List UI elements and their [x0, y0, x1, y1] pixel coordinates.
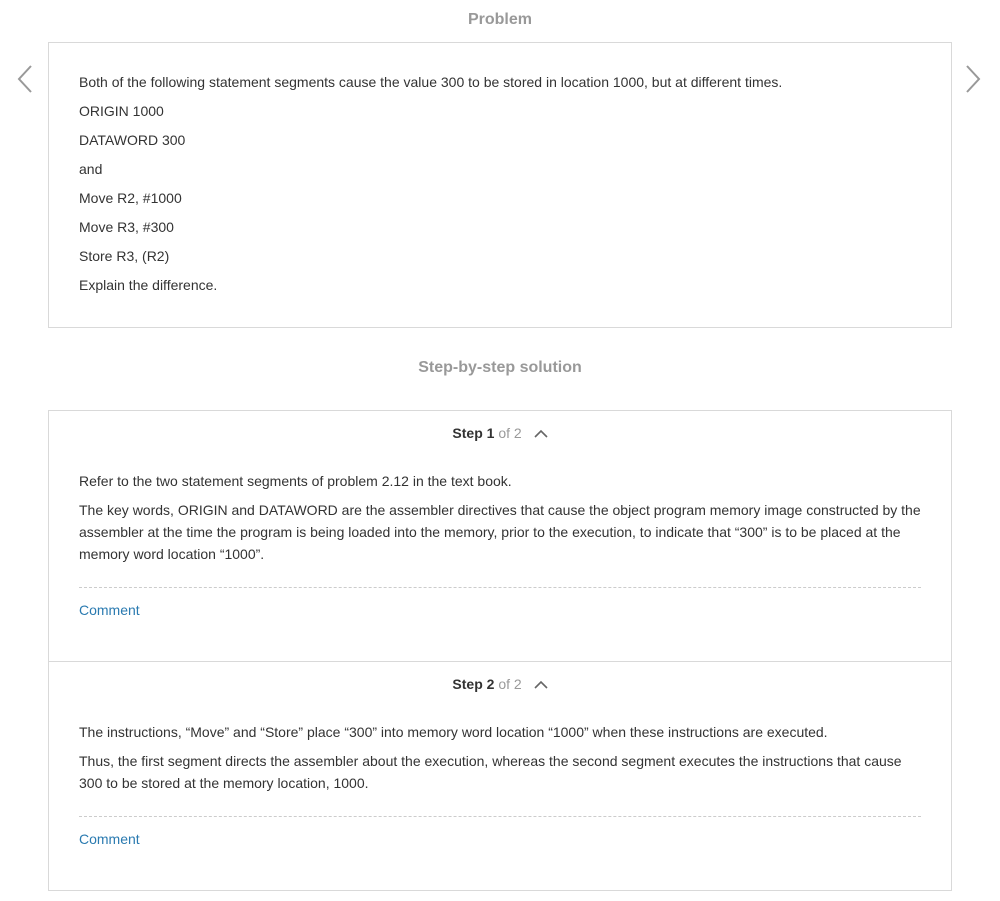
- problem-line: Move R3, #300: [79, 219, 174, 235]
- step-1: [49, 411, 951, 662]
- step-paragraph: Refer to the two statement segments of problem 2.12 in the text book.: [79, 473, 512, 489]
- step-body: [79, 721, 921, 801]
- step-2: [49, 662, 951, 890]
- solution-card: [48, 410, 952, 891]
- step-paragraph: The instructions, “Move” and “Store” place “300” into memory word location “1000” when these instructions are executed.: [79, 724, 828, 740]
- chevron-up-icon[interactable]: [534, 675, 548, 693]
- problem-statement: Both of the following statement segments cause the value 300 to be stored in location 1000, but at different times.: [79, 74, 783, 90]
- step-paragraph: Thus, the first segment directs the assembler about the execution, whereas the second segment executes the instructions that cause 300 to be stored at the memory location, 1000.: [79, 753, 902, 791]
- next-chevron-right-icon[interactable]: [964, 64, 982, 94]
- divider: [79, 816, 921, 817]
- step-header[interactable]: [49, 424, 951, 442]
- chevron-up-icon[interactable]: [534, 424, 548, 442]
- chevron-right-icon: [964, 64, 982, 94]
- problem-line: Store R3, (R2): [79, 248, 170, 264]
- problem-line: DATAWORD 300: [79, 132, 186, 148]
- comment-link[interactable]: Comment: [79, 602, 140, 618]
- step-label: Step 1: [452, 425, 495, 441]
- problem-question: Explain the difference.: [79, 277, 218, 293]
- solution-title: Step-by-step solution: [418, 359, 582, 376]
- problem-body: [79, 72, 921, 304]
- step-paragraph: The key words, ORIGIN and DATAWORD are the assembler directives that cause the object program memory image constructed by the assembler at the time the program is being loaded into the memory, prior to the execution, to indicate that “300” is to be placed at the memory word location “1000”.: [79, 502, 921, 562]
- problem-title: Problem: [467, 11, 532, 28]
- step-header[interactable]: [49, 675, 951, 693]
- step-label: Step 2: [452, 676, 495, 692]
- problem-line: ORIGIN 1000: [79, 103, 164, 119]
- divider: [79, 587, 921, 588]
- problem-line: Move R2, #1000: [79, 190, 182, 206]
- step-body: [79, 470, 921, 572]
- problem-line: and: [79, 161, 103, 177]
- step-count: of 2: [498, 676, 522, 692]
- comment-link[interactable]: Comment: [79, 831, 140, 847]
- problem-card: [48, 42, 952, 328]
- step-count: of 2: [498, 425, 522, 441]
- chevron-left-icon: [16, 64, 34, 94]
- prev-chevron-left-icon[interactable]: [16, 64, 34, 94]
